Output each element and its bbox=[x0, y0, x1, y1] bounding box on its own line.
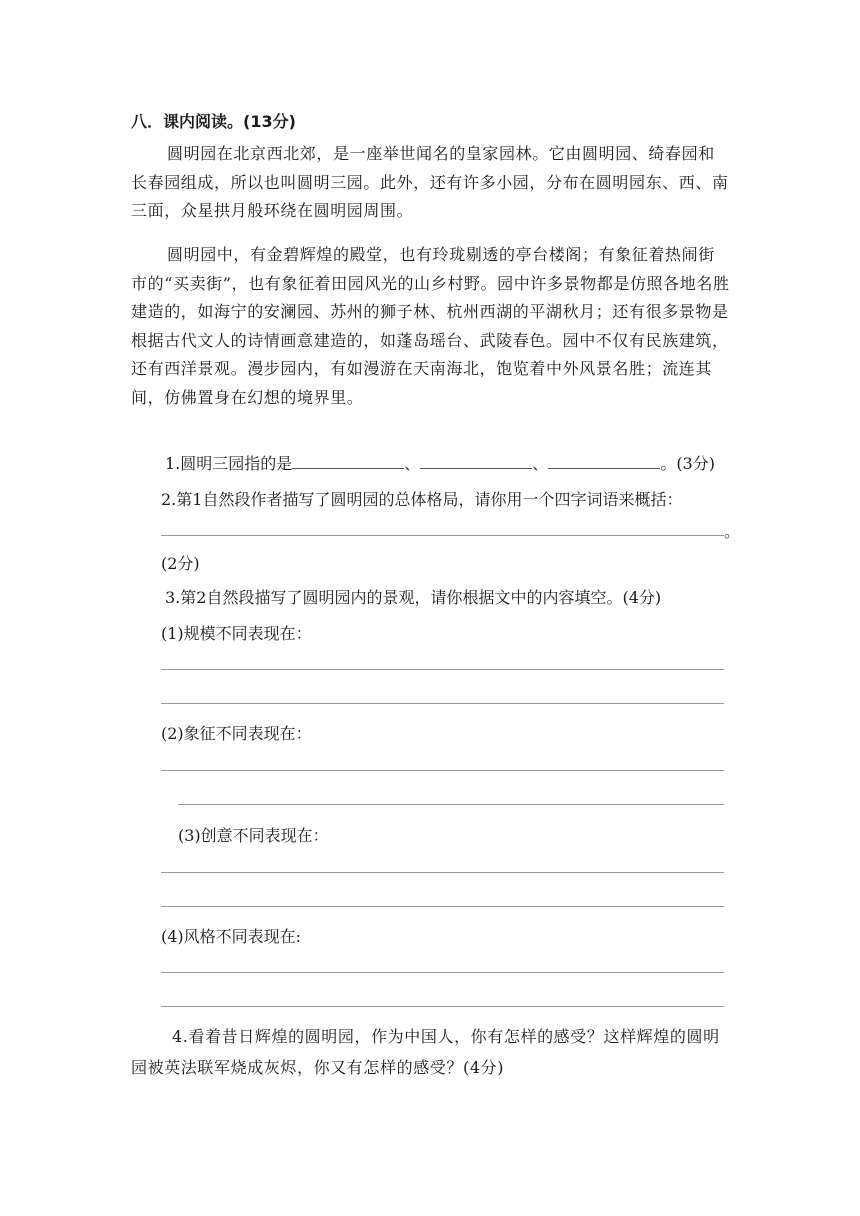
answer-line-3-1-b[interactable] bbox=[161, 703, 724, 704]
answer-line-3-4-b[interactable] bbox=[161, 1006, 724, 1007]
section-title: 八．课内阅读。(13分) bbox=[131, 112, 296, 131]
question-3-sub-2: (2)象征不同表现在： bbox=[161, 724, 312, 743]
passage-paragraph-1 bbox=[131, 140, 731, 226]
answer-blank-3[interactable] bbox=[548, 454, 660, 469]
answer-line-3-3-a[interactable] bbox=[161, 872, 724, 873]
question-2-end-mark: 。 bbox=[724, 522, 741, 541]
paragraph-1-text: 圆明园在北京西北郊，是一座举世闻名的皇家园林。它由圆明园、绮春园和长春园组成，所以也叫圆明三园。此外，还有许多小园，分布在圆明园东、西、南三面，众星拱月般环绕在圆明园周围。 bbox=[131, 144, 729, 220]
question-1-separator-2: 、 bbox=[532, 454, 549, 473]
question-3-sub-3: (3)创意不同表现在： bbox=[178, 826, 329, 845]
question-3-sub-1: (1)规模不同表现在： bbox=[161, 624, 312, 643]
question-1 bbox=[165, 451, 715, 474]
question-1-text: 1.圆明三园指的是 bbox=[165, 454, 293, 473]
question-3-text: 3.第2自然段描写了圆明园内的景观，请你根据文中的内容填空。(4分) bbox=[165, 588, 662, 607]
answer-line-3-2-b[interactable] bbox=[178, 804, 724, 805]
answer-line-3-1-a[interactable] bbox=[161, 669, 724, 670]
answer-line-3-2-a[interactable] bbox=[161, 770, 724, 771]
question-1-score: 。(3分) bbox=[660, 454, 715, 473]
question-4-line-1: 4.看着昔日辉煌的圆明园，作为中国人，你有怎样的感受？这样辉煌的圆明 bbox=[172, 1027, 720, 1046]
question-4-line-2: 园被英法联军烧成灰烬，你又有怎样的感受？(4分) bbox=[131, 1058, 505, 1077]
answer-line-3-4-a[interactable] bbox=[161, 972, 724, 973]
paragraph-2-text: 圆明园中，有金碧辉煌的殿堂，也有玲珑剔透的亭台楼阁；有象征着热闹街市的“买卖街”，也有象征着田园风光的山乡村野。园中许多景物都是仿照各地名胜建造的，如海宁的安澜园、苏州的狮子林、杭州西湖的平湖秋月；还有很多景物是根据古代文人的诗情画意建造的，如蓬岛瑶台、武陵春色。园中不仅有民族建筑，还有西洋景观。漫步园内，有如漫游在天南海北，饱览着中外风景名胜；流连其间，仿佛置身在幻想的境界里。 bbox=[131, 245, 730, 407]
question-2-text: 2.第1自然段作者描写了圆明园的总体格局，请你用一个四字词语来概括： bbox=[161, 490, 683, 509]
answer-blank-2[interactable] bbox=[420, 454, 532, 469]
answer-line-q2[interactable] bbox=[161, 535, 724, 536]
passage-paragraph-2 bbox=[131, 241, 731, 412]
answer-blank-1[interactable] bbox=[292, 454, 404, 469]
question-1-separator-1: 、 bbox=[404, 454, 421, 473]
answer-line-3-3-b[interactable] bbox=[161, 906, 724, 907]
question-3-sub-4: (4)风格不同表现在: bbox=[161, 927, 302, 946]
question-2-score: (2分) bbox=[161, 554, 200, 573]
